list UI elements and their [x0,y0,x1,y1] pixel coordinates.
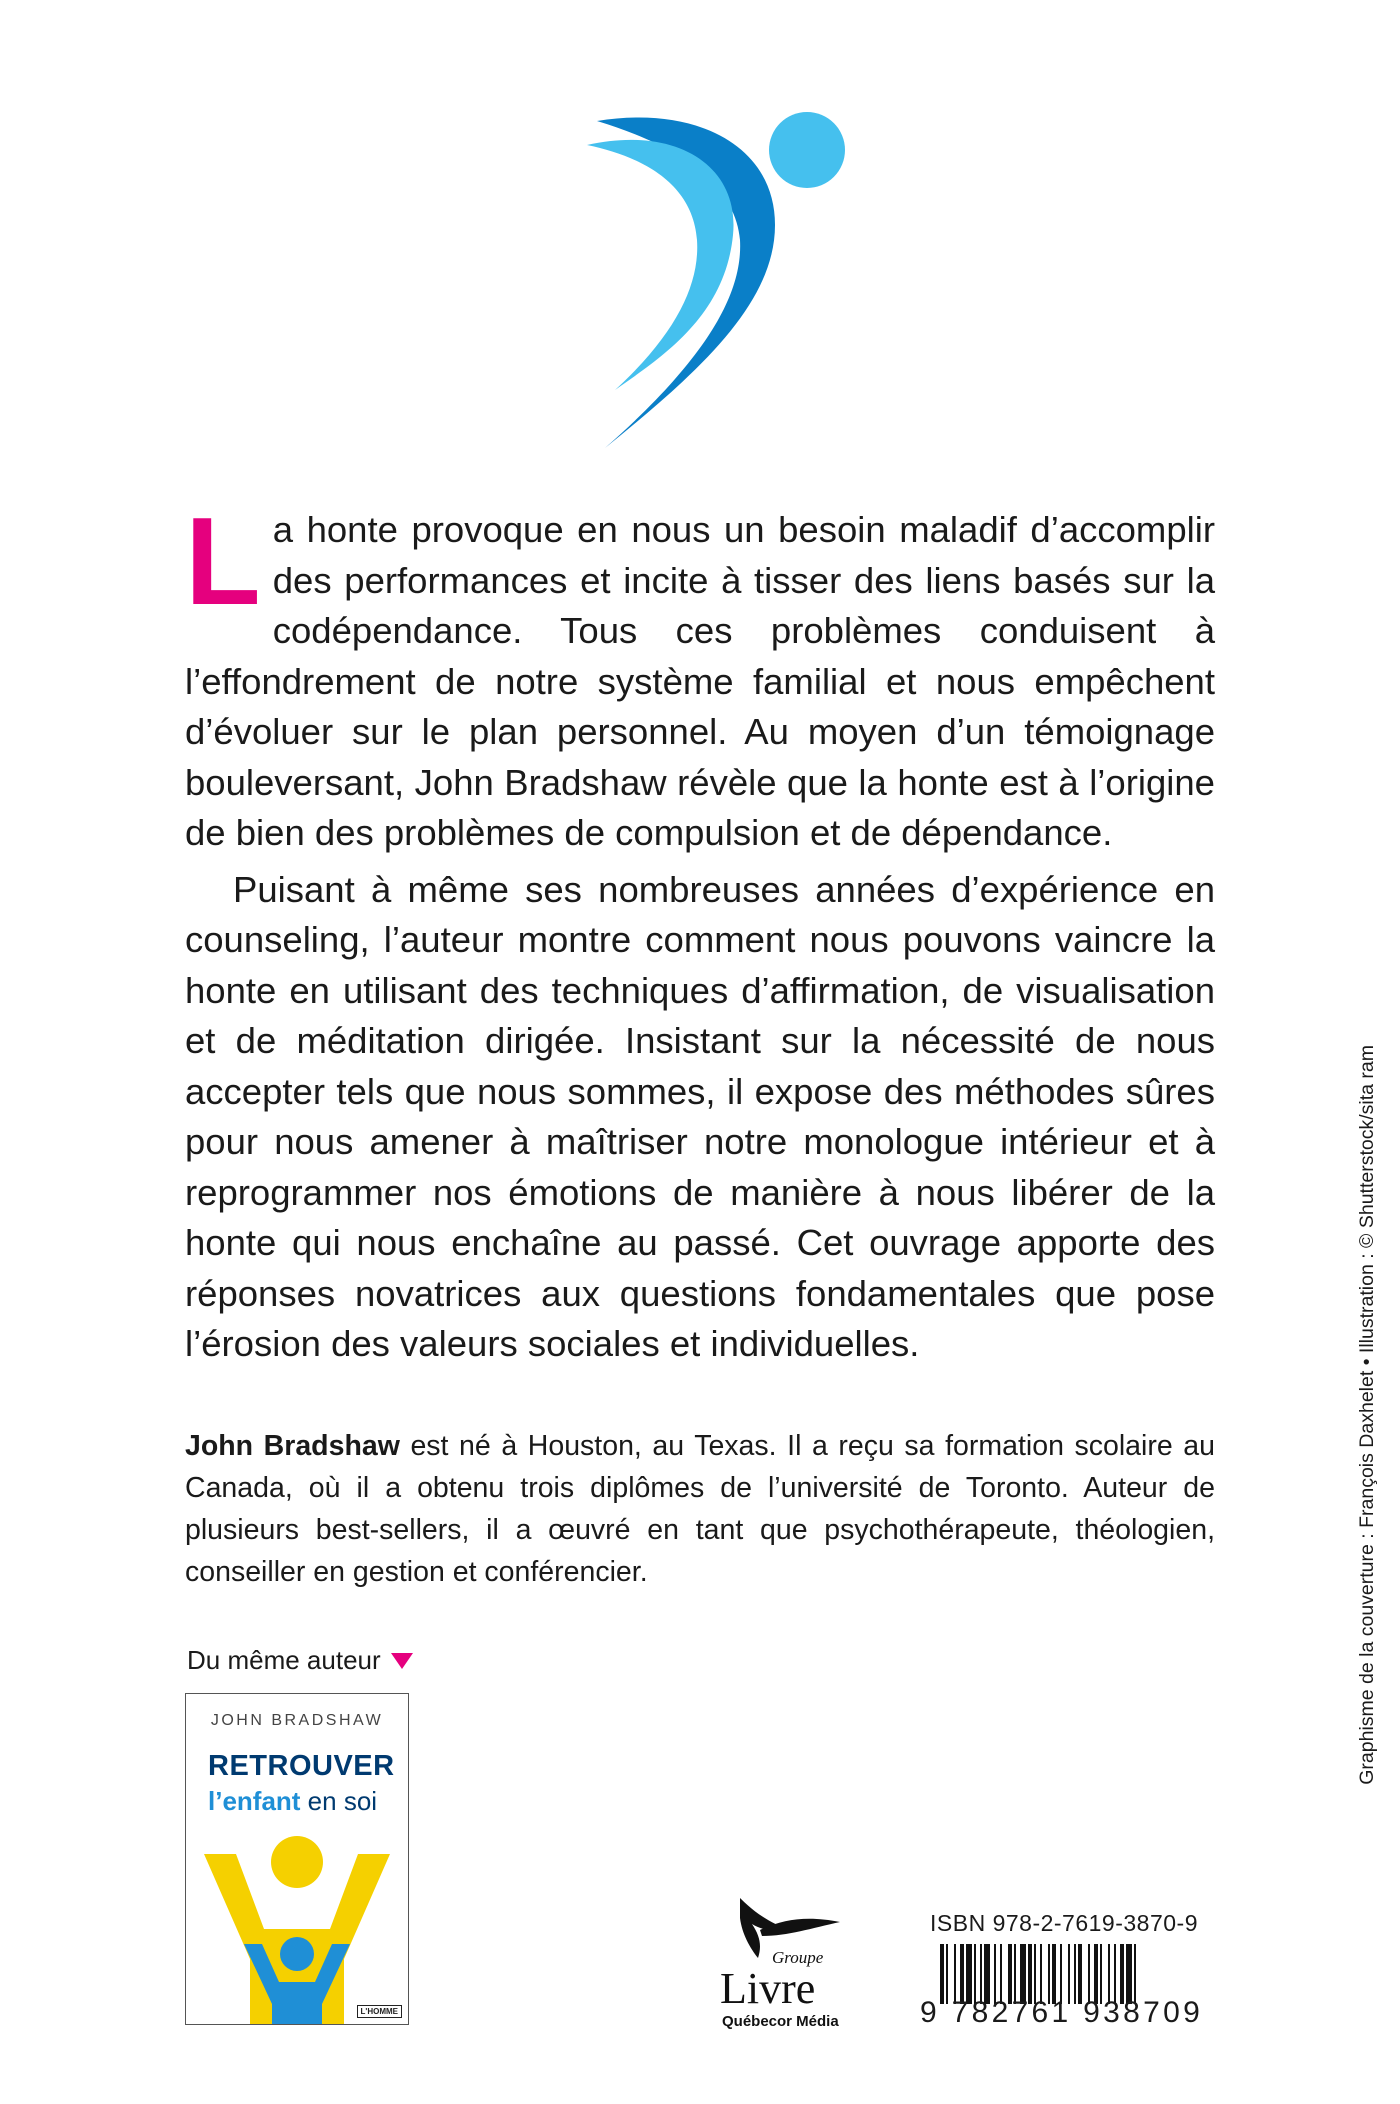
barcode-bar [1020,1944,1026,2004]
cover-credits: Graphisme de la couverture : François Daxhelet • Illustration : © Shutterstock/sita ram [1356,1045,1378,1785]
barcode-bar [1052,1944,1056,2004]
barcode-bar [1108,1944,1110,2004]
barcode-digits: 9 782761 938709 [920,1996,1204,2029]
related-book-author: JOHN BRADSHAW [210,1712,384,1729]
description-paragraph-2: Puisant à même ses nombreuses années d’expérience en counseling, l’auteur montre comment nous pouvons vaincre la honte en utilisant des techniques d’affirmation, de visualisation et de méditation dirigée. Insistant sur la nécessité de nous accepter tels que nous sommes, il expose des méthodes sûres pour nous amener à maîtriser notre monologue intérieur et à reprogrammer nos émotions de manière à nous libérer de la honte qui nous enchaîne au passé. Cet ouvrage apporte des réponses novatrices aux questions fondamentales que pose l’érosion des valeurs sociales et individuelles. [185,868,1215,1364]
groupe-livre-logo [700,1888,860,2033]
related-book-title-line1: RETROUVER [208,1750,395,1782]
description-paragraph-1: La honte provoque en nous un besoin maladif d’accomplir des performances et incite à tisser des liens basés sur la codépendance. Tous ces problèmes conduisent à l’effondrement de notre système familial et nous empêchent d’évoluer sur le plan personnel. Au moyen d’un témoignage bouleversant, John Bradshaw révèle que la honte est à l’origine de bien des problèmes de compulsion et de dépendance. [185,493,1215,853]
barcode-bar [1000,1944,1002,2004]
barcode-bar [966,1944,972,2004]
barcode-bar [1094,1944,1098,2004]
barcode-bar [984,1944,990,2004]
barcode-bar [1060,1944,1062,2004]
publisher-logo-groupe: Groupe [772,1948,824,1967]
author-bio [185,1425,1215,1593]
barcode-bar [994,1944,996,2004]
related-book-publisher: L'HOMME [357,2005,402,2018]
barcode-bar [946,1944,948,2004]
adult-child-figure-icon [194,1834,400,2024]
barcode-bar [980,1944,982,2004]
related-book-title-line2: l’enfant en soi [208,1786,378,1816]
barcode-bar [1034,1944,1036,2004]
barcode-bar [960,1944,964,2004]
same-author-heading: Du même auteur [187,1645,413,1676]
barcode-bar [1074,1944,1076,2004]
barcode-bar [1040,1944,1042,2004]
drop-cap: L [185,493,261,631]
back-cover-description [185,493,1215,1370]
barcode-bar [1126,1944,1132,2004]
barcode-bar [1114,1944,1116,2004]
barcode-bar [940,1944,944,2004]
barcode-bar [1134,1944,1136,2004]
publisher-logo-quebecor: Québecor Média [722,2013,839,2030]
author-bio-text: est né à Houston, au Texas. Il a reçu sa formation scolaire au Canada, où il a obtenu trois diplômes de l’université de Toronto. Auteur de plusieurs best-sellers, il a œuvré en tant que psychothérapeute, théologien, conseiller en gestion et conférencier. [185,1430,1215,1588]
author-name: John Bradshaw [185,1430,400,1462]
isbn-label: ISBN 978-2-7619-3870-9 [930,1910,1198,1936]
related-book-cover [185,1693,409,2025]
barcode-bar [1008,1944,1012,2004]
barcode-bar [1068,1944,1070,2004]
pink-triangle-icon [391,1653,413,1669]
barcode-bar [1100,1944,1102,2004]
publisher-logo-livre: Livre [720,1964,816,2013]
isbn-barcode-block [920,1910,1210,2035]
barcode-bar [1014,1944,1016,2004]
barcode-icon [940,1944,1206,2004]
barcode-bar [1078,1944,1082,2004]
barcode-bar [954,1944,956,2004]
barcode-bar [1120,1944,1124,2004]
barcode-bar [974,1944,976,2004]
jumping-figure-logo [575,105,875,455]
barcode-bar [1088,1944,1090,2004]
barcode-bar [1028,1944,1032,2004]
logo-head [769,112,845,188]
barcode-bar [1048,1944,1050,2004]
